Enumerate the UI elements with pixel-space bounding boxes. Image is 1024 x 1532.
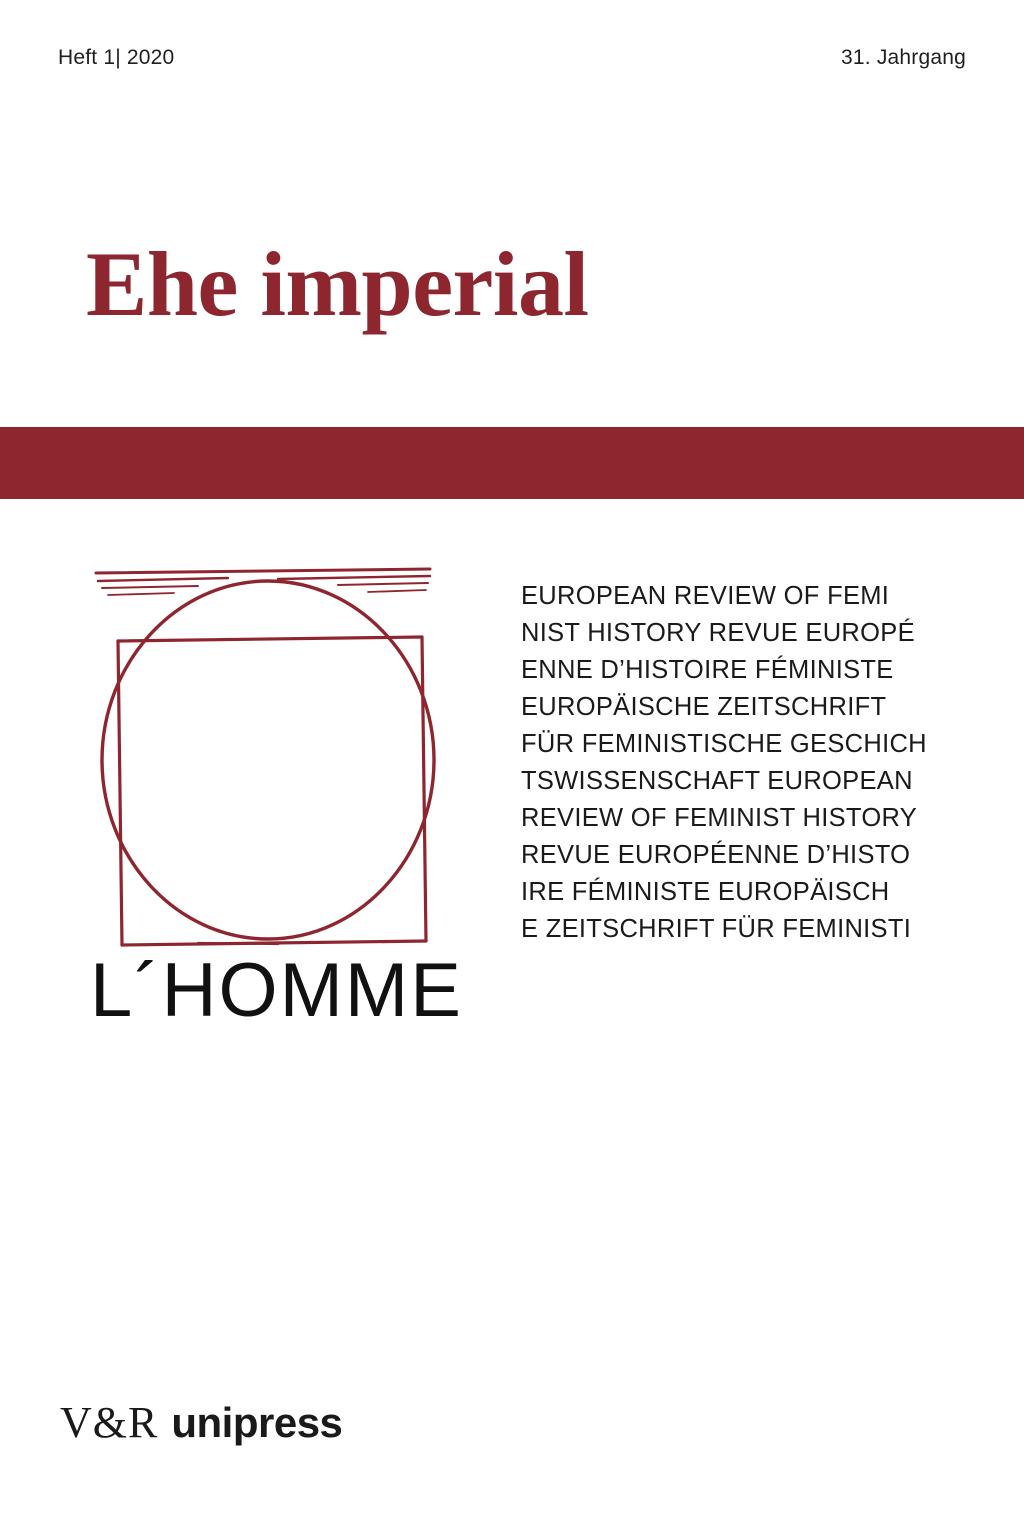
logo-wordmark: L´HOMME [90,948,463,1033]
subtitle-line: ENNE D’HISTOIRE FÉMINISTE [521,656,894,684]
subtitle-line: E ZEITSCHRIFT FÜR FEMINISTI [521,915,912,943]
circle-square-mark-icon [78,555,458,955]
subtitle-line: REVUE EUROPÉENNE D’HISTO [521,841,911,869]
journal-subtitle-block [521,578,931,948]
publisher-name: unipress [171,1399,343,1446]
accent-band [0,427,1024,499]
page-title: Ehe imperial [86,233,589,335]
issue-label: Heft 1| 2020 [58,46,175,69]
subtitle-line: FÜR FEMINISTISCHE GESCHICH [521,730,927,758]
publisher-logo [60,1397,342,1448]
subtitle-line: EUROPÄISCHE ZEITSCHRIFT [521,693,887,721]
subtitle-line: NIST HISTORY REVUE EUROPÉ [521,619,915,647]
subtitle-line: IRE FÉMINISTE EUROPÄISCH [521,878,890,906]
journal-logo [78,555,498,1055]
cover-meta-row [58,46,966,70]
subtitle-line: TSWISSENSCHAFT EUROPEAN [521,767,913,795]
volume-label: 31. Jahrgang [841,46,966,69]
subtitle-line: EUROPEAN REVIEW OF FEMI [521,582,890,610]
title-block [86,233,964,335]
subtitle-line: REVIEW OF FEMINIST HISTORY [521,804,918,832]
publisher-mark: V&R [60,1398,159,1447]
